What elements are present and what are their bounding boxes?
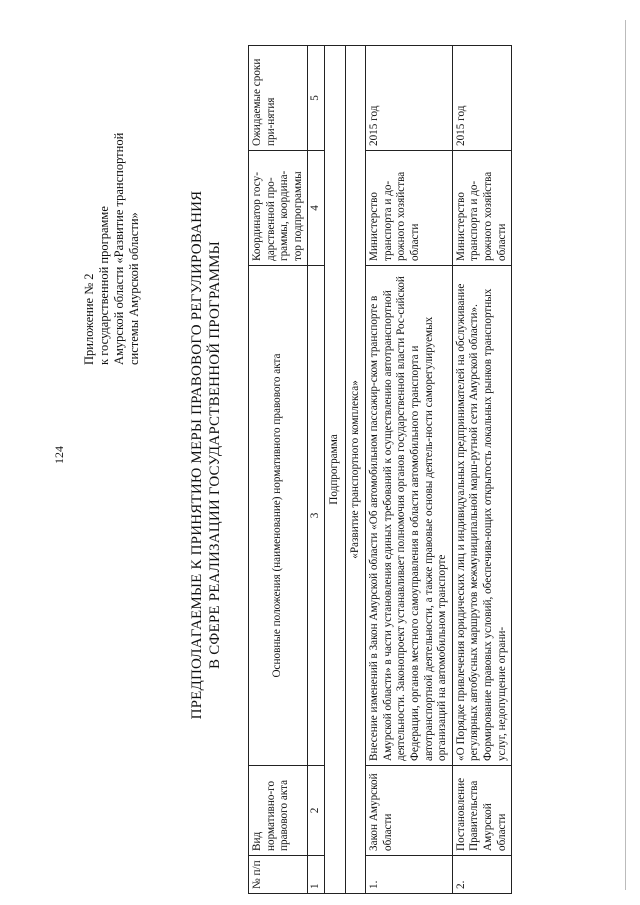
title-line: ПРЕДПОЛАГАЕМЫЕ К ПРИНЯТИЮ МЕРЫ ПРАВОВОГО РЕГУЛИРОВАНИЯ [189, 190, 205, 720]
title-line: В СФЕРЕ РЕАЛИЗАЦИИ ГОСУДАРСТВЕННОЙ ПРОГРАММЫ [207, 241, 223, 669]
subsection-title: «Развитие транспортного комплекса» [345, 46, 366, 894]
appendix-line: Амурской области «Развитие транспортной [112, 132, 126, 365]
row-coordinator: Министерство транспорта и до-рожного хозяйства области [452, 151, 511, 266]
header-coordinator: Координатор госу-дарственной про-граммы, координа-тор подпрограммы [249, 151, 308, 266]
appendix-block [82, 65, 142, 365]
appendix-line: системы Амурской области» [127, 212, 141, 365]
column-number-row [308, 46, 325, 894]
column-number: 1 [308, 856, 325, 894]
table-row [452, 46, 511, 894]
column-number: 2 [308, 766, 325, 856]
column-number: 5 [308, 46, 325, 151]
row-term: 2015 год [452, 46, 511, 151]
page-number: 124 [52, 446, 66, 464]
header-number: № п/п [249, 856, 308, 894]
header-act-type: Вид нормативно-го правового акта [249, 766, 308, 856]
row-number: 2. [452, 856, 511, 894]
section-row [324, 46, 345, 894]
row-coordinator: Министерство транспорта и до-рожного хозяйства области [366, 151, 453, 266]
row-content: Внесение изменений в Закон Амурской области «Об автомобильном пассажир-ском транспорте в Амурской области» в части установления единых требований к осуществлению автотранспортной деятельности. Законопроект устанавливает полномочия органов государственной власти Рос-сийской Федерации, органов местного самоуправления в области автомобильного транспорта и автотранспортной деятельности, а также правовые основы деятель-ности саморегулируемых организаций на автомобильном транспорте [366, 266, 453, 766]
column-number: 3 [308, 266, 325, 766]
appendix-line: Приложение № 2 [82, 273, 96, 365]
row-act-type: Закон Амурской области [366, 766, 453, 856]
appendix-line: к государственной программе [97, 206, 111, 365]
column-number: 4 [308, 151, 325, 266]
table-row [366, 46, 453, 894]
header-content: Основные положения (наименование) нормативного правового акта [249, 266, 308, 766]
document-title [188, 105, 224, 805]
row-term: 2015 год [366, 46, 453, 151]
row-act-type: Постановление Правительства Амурской области [452, 766, 511, 856]
table-header-row [249, 46, 308, 894]
measures-table [248, 45, 512, 894]
header-term: Ожидаемые сроки при-нятия [249, 46, 308, 151]
section-title: Подпрограмма [324, 46, 345, 894]
subsection-row [345, 46, 366, 894]
row-content: «О Порядке привлечения юридических лиц и индивидуальных предпринимателей на обслуживание регулярных автобусных маршрутов межмуниципальной марш-рутной сети Амурской области». Формирование правовых условий, обеспечива-ющих открытость локальных рынков транспортных услуг, недопущение ограни- [452, 266, 511, 766]
row-number: 1. [366, 856, 453, 894]
